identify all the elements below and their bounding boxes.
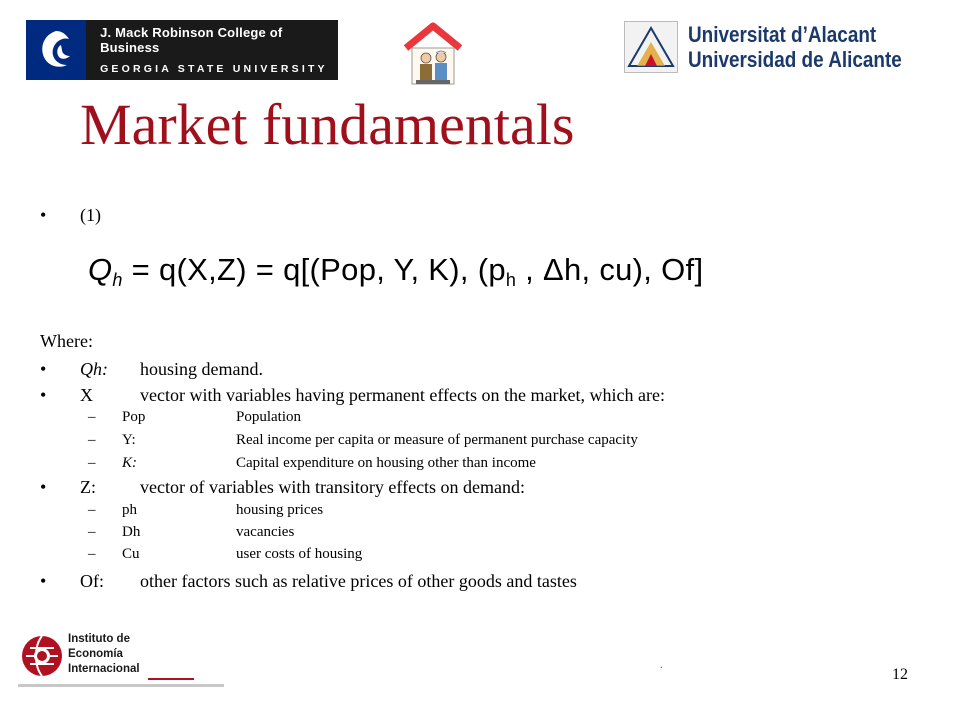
gsu-flame-icon <box>26 20 86 80</box>
term-cu: Cu <box>122 546 140 562</box>
equation-ph-sub: h <box>505 270 517 290</box>
equation-lhs-sub: h <box>112 270 123 290</box>
equation-lhs: Q <box>88 252 113 287</box>
dash: – <box>88 432 96 448</box>
desc-qh: housing demand. <box>140 359 263 379</box>
iei-globe-icon <box>20 634 64 678</box>
bullet: • <box>40 385 47 405</box>
desc-ph: housing prices <box>236 502 324 518</box>
desc-z: vector of variables with transitory effects on demand: <box>140 477 526 497</box>
ua-logo <box>624 20 924 74</box>
term-dh: Dh <box>122 524 141 540</box>
desc-cu: user costs of housing <box>236 546 363 562</box>
term-qh: Qh: <box>80 359 108 379</box>
iei-line3: Internacional <box>68 663 140 675</box>
term-ph: ph <box>122 502 137 518</box>
dash: – <box>88 502 96 518</box>
desc-of: other factors such as relative prices of other goods and tastes <box>140 571 577 591</box>
desc-pop: Population <box>236 409 302 425</box>
iei-footer-rule <box>18 684 224 687</box>
item-text: (1) <box>80 205 101 225</box>
demand-equation <box>88 252 703 291</box>
gsu-college-name: J. Mack Robinson College of Business <box>100 25 283 55</box>
iei-accent-rule <box>148 678 194 680</box>
ua-emblem-icon <box>624 21 678 73</box>
term-pop: Pop <box>122 409 146 425</box>
page-number: 12 <box>892 666 908 683</box>
footer-dot: . <box>660 660 663 671</box>
bullet: • <box>40 477 47 497</box>
where-label: Where: <box>40 331 93 351</box>
term-of: Of: <box>80 571 104 591</box>
term-x: X <box>80 385 93 405</box>
ua-name-spanish: Universidad de Alicante <box>688 47 902 72</box>
house-with-couple-icon <box>398 18 468 88</box>
desc-dh: vacancies <box>236 524 295 540</box>
dash: – <box>88 409 96 425</box>
ua-name-valencian: Universitat d’Alacant <box>688 22 877 47</box>
desc-k: Capital expenditure on housing other than income <box>236 455 536 471</box>
desc-y: Real income per capita or measure of permanent purchase capacity <box>236 432 638 448</box>
iei-logo <box>18 628 228 692</box>
term-k: K: <box>122 455 137 471</box>
dash: – <box>88 524 96 540</box>
bullet: • <box>40 571 47 591</box>
dash: – <box>88 455 96 471</box>
equation-part1: = q(X,Z) = q[(Pop, Y, K), (p <box>122 252 506 287</box>
dash: – <box>88 546 96 562</box>
term-z: Z: <box>80 477 96 497</box>
iei-line2: Economía <box>68 648 123 660</box>
gsu-university-name: GEORGIA STATE UNIVERSITY <box>100 63 328 75</box>
equation-part2: , Δh, cu), Of] <box>516 252 704 287</box>
bullet: • <box>40 359 47 379</box>
term-y: Y: <box>122 432 136 448</box>
bullet: • <box>40 205 47 225</box>
iei-line1: Instituto de <box>68 633 130 645</box>
desc-x: vector with variables having permanent effects on the market, which are: <box>140 385 665 405</box>
gsu-logo <box>26 20 338 80</box>
slide-title: Market fundamentals <box>80 92 575 157</box>
